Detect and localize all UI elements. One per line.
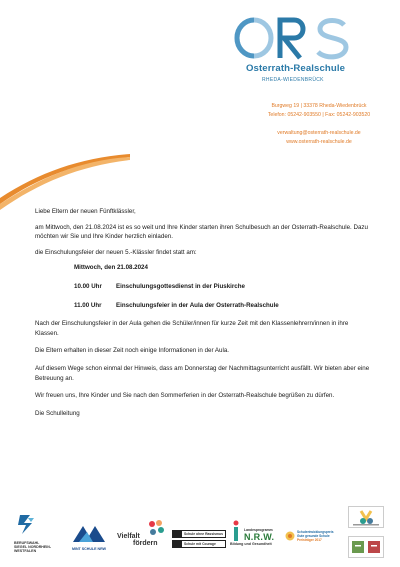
badge-top-right <box>348 506 384 528</box>
schule-ohne-rassismus-logo: Schule ohne Rassismus Schule mit Courage <box>172 530 226 548</box>
contact-phone: Telefon: 05242-903550 | Fax: 05242-903520 <box>267 112 371 118</box>
paragraph-welcome: Wir freuen uns, Ihre Kinder und Sie nach den Sommerferien in der Osterrath-Realschule begrüßen zu dürfen. <box>35 392 335 400</box>
school-name: Osterrath-Realschule <box>246 63 346 74</box>
contact-email[interactable]: verwaltung@osterrath-realschule.de <box>277 130 361 136</box>
contact-website[interactable]: www.osterrath-realschule.de <box>286 139 352 145</box>
contact-address: Burgweg 19 | 33378 Rheda-Wiedenbrück <box>271 103 367 109</box>
event-date: Mittwoch, den 21.08.2024 <box>74 264 148 272</box>
event-ceremony: 11.00 Uhr Einschulungsfeier in der Aula der Osterrath-Realschule <box>74 301 279 309</box>
paragraph-classes: Nach der Einschulungsfeier in der Aula gehen die Schüler/innen für kurze Zeit mit den Klassenlehrern/innen in ihre Klassen. <box>35 320 349 337</box>
mint-logo: MINT SCHULE NRW <box>71 524 111 551</box>
lead-paragraph: die Einschulungsfeier der neuen 5.-Klässler findet statt am: <box>35 248 197 256</box>
school-logo <box>232 16 362 62</box>
vielfalt-foerdern-logo: Vielfalt fördern <box>117 523 169 547</box>
signature: Die Schulleitung <box>35 409 80 417</box>
badge-bottom-right <box>348 536 384 558</box>
landesprogramm-nrw-logo: Landesprogramm N.R.W. Bildung und Gesundheit <box>230 520 288 546</box>
school-location: RHEDA-WIEDENBRÜCK <box>262 77 324 83</box>
paragraph-parents-info: Die Eltern erhalten in dieser Zeit noch einige Informationen in der Aula. <box>35 347 229 355</box>
event-church: 10.00 Uhr Einschulungsgottesdienst in der Piuskirche <box>74 282 245 290</box>
schulentwicklungspreis-logo: Schulentwicklungspreis Gute gesunde Schule Preisträger 2017 <box>285 530 347 543</box>
footer-logos <box>0 506 400 562</box>
paragraph-afternoon: Auf diesem Wege schon einmal der Hinweis, dass am Donnerstag der Nachmittagsunterricht ausfällt. Wir bieten aber eine Betreuung an. <box>35 364 370 382</box>
orange-swoosh-decoration <box>0 140 400 210</box>
letter-body <box>35 207 370 418</box>
intro-paragraph: am Mittwoch, den 21.08.2024 ist es so weit und Ihre Kinder starten ihren Schulbesuch an der Osterrath-Realschule. Dazu möchten wir Sie und Ihre Kinder herzlich einladen. <box>35 223 368 241</box>
salutation: Liebe Eltern der neuen Fünftklässler, <box>35 208 136 215</box>
berufswahl-logo: BERUFSWAHL SIEGEL NORDRHEIN-WESTFALEN <box>14 512 56 554</box>
